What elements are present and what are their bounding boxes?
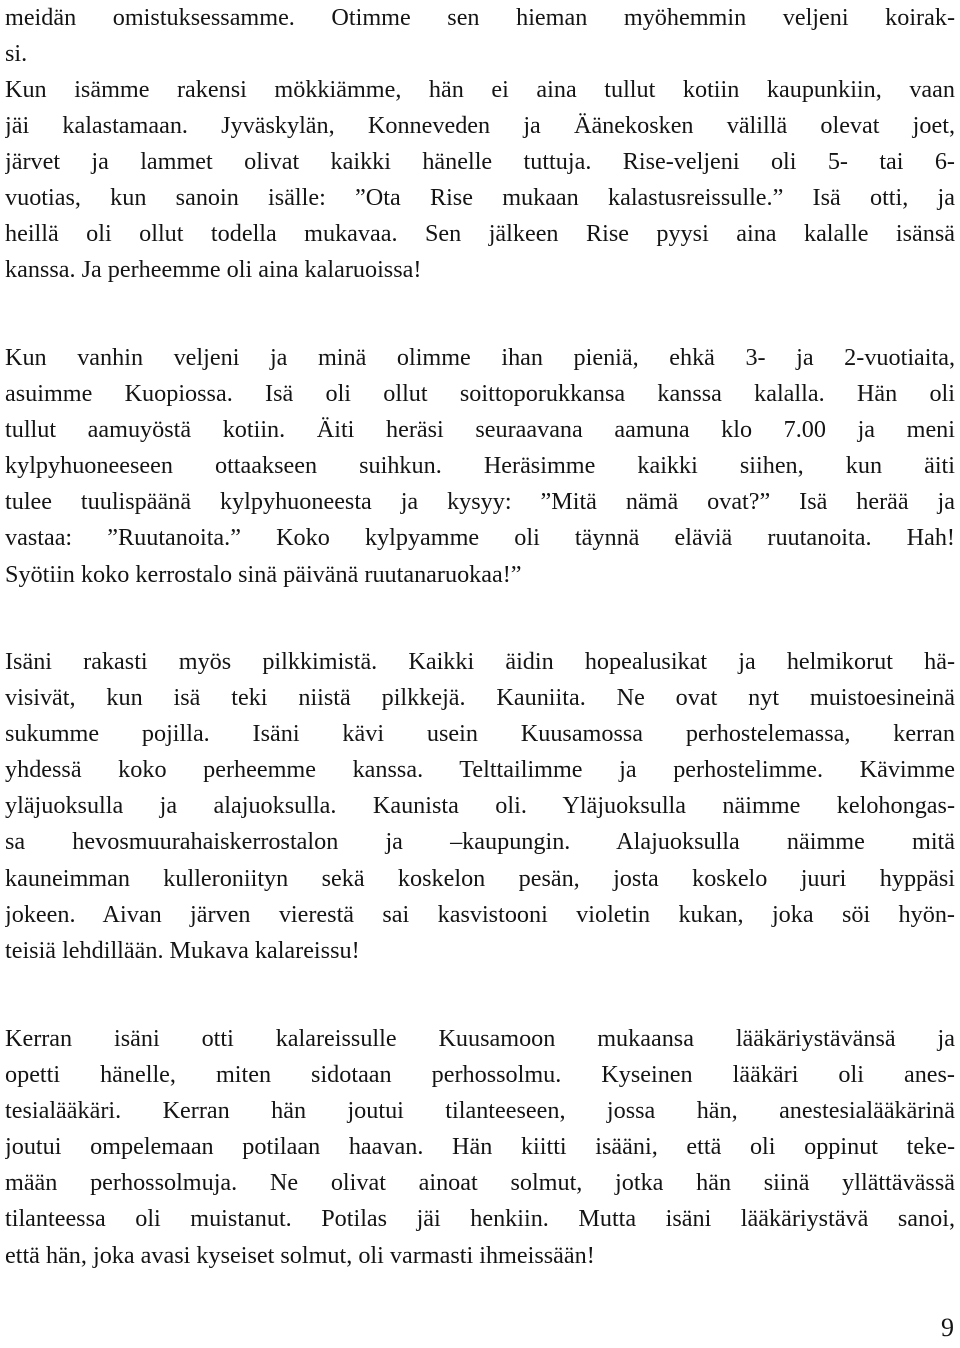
text-line: yhdessä koko perheemme kanssa. Telttailimme ja perhostelimme. Kävimme xyxy=(5,756,955,784)
text-line: tullut aamuyöstä kotiin. Äiti heräsi seuraavana aamuna klo 7.00 ja meni xyxy=(5,416,955,444)
text-line: yläjuoksulla ja alajuoksulla. Kaunista oli. Yläjuoksulla näimme kelohongas- xyxy=(5,792,955,820)
text-line: mään perhossolmuja. Ne olivat ainoat solmut, jotka hän siinä yllättävässä xyxy=(5,1169,955,1197)
paragraph-1 xyxy=(5,0,955,72)
text-line: tulee tuulispäänä kylpyhuoneesta ja kysyy: ”Mitä nämä ovat?” Isä herää ja xyxy=(5,488,955,516)
text-line: Kun vanhin veljeni ja minä olimme ihan pieniä, ehkä 3- ja 2-vuotiaita, xyxy=(5,344,955,371)
text-line: kanssa. Ja perheemme oli aina kalaruoissa! xyxy=(5,256,422,284)
paragraph-5 xyxy=(5,1021,955,1274)
text-line: tilanteessa oli muistanut. Potilas jäi henkiin. Mutta isäni lääkäriystävä sanoi, xyxy=(5,1205,955,1233)
text-line: jäi kalastamaan. Jyväskylän, Konneveden ja Äänekosken välillä olevat joet, xyxy=(5,112,955,140)
text-line: Kun isämme rakensi mökkiämme, hän ei aina tullut kotiin kaupunkiin, vaan xyxy=(5,76,955,103)
text-line: vuotias, kun sanoin isälle: ”Ota Rise mukaan kalastusreissulle.” Isä otti, ja xyxy=(5,184,955,212)
text-line: tesialääkäri. Kerran hän joutui tilanteeseen, jossa hän, anestesialääkärinä xyxy=(5,1097,955,1125)
text-line: asuimme Kuopiossa. Isä oli ollut soittoporukkansa kanssa kalalla. Hän oli xyxy=(5,380,955,408)
text-line: jokeen. Aivan järven vierestä sai kasvistooni violetin kukan, joka söi hyön- xyxy=(5,900,955,928)
text-line: visivät, kun isä teki niistä pilkkejä. Kauniita. Ne ovat nyt muistoesineinä xyxy=(5,684,955,712)
text-line: vastaa: ”Ruutanoita.” Koko kylpyamme oli täynnä eläviä ruutanoita. Hah! xyxy=(5,524,955,552)
text-line: si. xyxy=(5,40,28,68)
text-line: Isäni rakasti myös pilkkimistä. Kaikki äidin hopealusikat ja helmikorut hä- xyxy=(5,648,955,675)
paragraph-3 xyxy=(5,340,955,593)
text-line: sa hevosmuurahaiskerrostalon ja –kaupungin. Alajuoksulla näimme mitä xyxy=(5,828,955,856)
text-line: järvet ja lammet olivat kaikki hänelle tuttuja. Rise-veljeni oli 5- tai 6- xyxy=(5,148,955,176)
text-line: että hän, joka avasi kyseiset solmut, oli varmasti ihmeissään! xyxy=(5,1241,595,1269)
text-line: kauneimman kulleroniityn sekä koskelon pesän, josta koskelo juuri hyppäsi xyxy=(5,864,955,892)
text-line: Syötiin koko kerrostalo sinä päivänä ruutanaruokaa!” xyxy=(5,560,522,588)
text-line: sukumme pojilla. Isäni kävi usein Kuusamossa perhostelemassa, kerran xyxy=(5,720,955,748)
document-page xyxy=(5,0,955,1348)
text-line: Kerran isäni otti kalareissulle Kuusamoon mukaansa lääkäriystävänsä ja xyxy=(5,1025,955,1052)
text-line: opetti hänelle, miten sidotaan perhossolmu. Kyseinen lääkäri oli anes- xyxy=(5,1061,955,1089)
text-line: meidän omistuksessamme. Otimme sen hieman myöhemmin veljeni koirak- xyxy=(5,4,955,31)
text-line: heillä oli ollut todella mukavaa. Sen jälkeen Rise pyysi aina kalalle isänsä xyxy=(5,220,955,248)
page-number: 9 xyxy=(941,1313,954,1342)
text-line: joutui ompelemaan potilaan haavan. Hän kiitti isääni, että oli oppinut teke- xyxy=(5,1133,955,1161)
paragraph-2 xyxy=(5,72,955,289)
text-line: teisiä lehdillään. Mukava kalareissu! xyxy=(5,936,360,964)
text-line: kylpyhuoneeseen ottaakseen suihkun. Heräsimme kaikki siihen, kun äiti xyxy=(5,452,955,480)
paragraph-4 xyxy=(5,644,955,969)
